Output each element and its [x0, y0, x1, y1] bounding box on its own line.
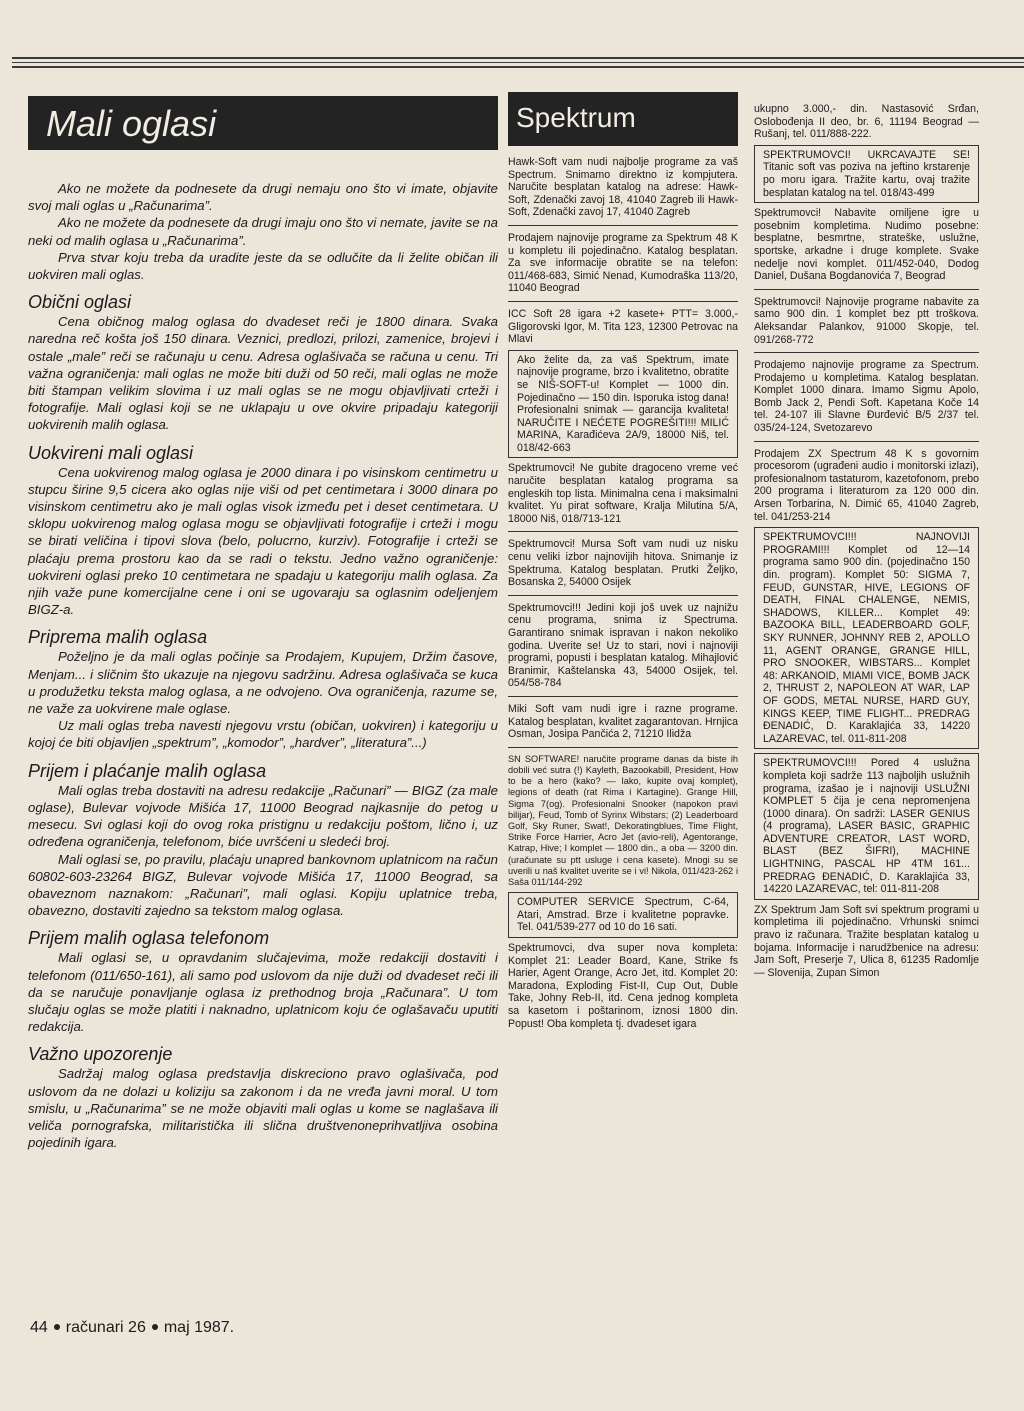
ad-divider: [508, 595, 738, 596]
section-paragraph: Cena uokvirenog malog oglasa je 2000 dinara i po visinskom centimetru u stupcu širine 9,5 cicera ako oglas nije viši od pet centimetara i 3000 dinara po visinskom centimetru ako je mali oglas visok između pet i deset centimetara. U sklopu uokvirenog malog oglasa mogu se objavljivati fotografije i crteži i mogu se birati veličina i tipovi slova (belo, polucrno, kurziv). Fotografije i crteži se plaćaju prema prostoru kao da se radi o tekstu. Jedno važno ograničenje: uokvireni oglasi preko 10 centimetara ne spadaju u kategoriju malih oglasa. Za njih važe pune komercijalne cene i oni se ugovaraju sa oglasnim odeljenjem BIGZ-a.: [28, 464, 498, 618]
classified-ad: Hawk-Soft vam nudi najbolje programe za vaš Spectrum. Snimamo direktno iz kompjutera. Naručite besplatan katalog na adrese: Hawk-Soft, Zdenački zavoj 18, 41040 Zagreb ili Hawk-Soft, Zdenački zavoj 17, 41040 Zagreb: [508, 156, 738, 219]
bullet-icon: [54, 1324, 60, 1330]
classified-ad: ZX Spektrum Jam Soft svi spektrum programi u kompletima ili pojedinačno. Vrhunski snimci pravo iz računara. Tražite besplatan katalog u bojama. Informacije i narudžbenice na adresu: Jam Soft, Preserje 7, Ulica 8, 61235 Radomlje — Slovenija, Zupan Simon: [754, 903, 979, 979]
classified-ad: Spektrumovci! Mursa Soft vam nudi uz nisku cenu veliki izbor najnovijih hitova. Snimanje iz Spektruma. Katalog besplatan. Prutki Željko, Bosanska 2, 54000 Osijek: [508, 538, 738, 589]
ad-divider: [508, 747, 738, 748]
classified-ad: Miki Soft vam nudi igre i razne programe. Katalog besplatan, kvalitet zagarantovan. Hrnjica Osman, Josipa Pančića 2, 71210 Ilidža: [508, 702, 738, 741]
classified-ad: SN SOFTWARE! naručite programe danas da biste ih dobili već sutra (!) Kayleth, Bazookabill, President, How to be a hero (kako? — lako, kupite ovaj komplet), legions of death (rat Rima i Kartagine). Grange Hill, Sigma 7(og). Profesionalni Snooker (napokon pravi bilijar), Feud, Tomb of Syrinx Wibstars; (2) Leaderboard Golf, Sky Runer, Swat!, Dekoratingblues, Time Flight, Strike Force Harrier, Acro Jet (avio-reli), Agentorange, Katrap, Hive; I komplet — 1800 din., a oba — 3200 din. (uračunate su ptt usluge i cena kasete). Mnogi su se uverili u naš kvalitet uverite se i vi! Nikola, 011/423-262 i Saša 011/144-292: [508, 753, 738, 887]
ad-divider: [508, 225, 738, 226]
article-section: [28, 442, 498, 619]
classified-ad: Spektrumovci! Ne gubite dragoceno vreme već naručite besplatan katalog programa sa engleskih top lista. Minimalna cena i maksimalni kvalitet. Yu pirat software, Kralja Milutina 5/A, 18000 Niš, 018/713-121: [508, 462, 738, 525]
section-paragraph: Cena običnog malog oglasa do dvadeset reči je 1800 dinara. Svaka naredna reč košta još 150 dinara. Veznici, predlozi, prilozi, zamenice, brojevi i ostale „male” reči se računaju u cenu. Adresa oglašivača se računa u cenu. Tri važna ograničenja: mali oglas ne može biti duži od 50 reči, mali oglas ne može biti štampan velikim slovima i uz mali oglas se ne mogu objavljivati crteži i fotografije. Mali oglasi koji se ne uklapaju u ove okvire pripadaju kategoriji uokvirenih malih oglasa.: [28, 314, 498, 433]
ad-divider: [508, 531, 738, 532]
mali-oglasi-banner: [28, 96, 498, 150]
section-heading: Prijem malih oglasa telefonom: [28, 928, 270, 949]
intro-paragraph: Prva stvar koju treba da uradite jeste da se odlučite da li želite običan ili uokviren mali oglas.: [28, 249, 498, 283]
intro-text: [28, 180, 498, 283]
page-number: 44: [30, 1319, 48, 1336]
classifieds-column: [754, 103, 979, 979]
classified-ad: ukupno 3.000,- din. Nastasović Srđan, Oslobođenja II deo, br. 6, 11194 Beograd — Rušanj, tel. 011/888-222.: [754, 103, 979, 141]
classified-ad: SPEKTRUMOVCI!!! Pored 4 uslužna kompleta koji sadrže 113 najboljih uslužnih programa, izašao je i najnoviji USLUŽNI KOMPLET 5 čija je cena nepromenjena (1000 dinara). On sadrži: LASER GENIUS (4 programa), LASER BASIC, GRAPHIC ADVENTURE CREATOR, LAST WORD, BLAST (BEZ ŠIFRI), MACHINE LIGHTNING, PASCAL HP 4TM 161... PREDRAG ĐENADIĆ, D. Karaklajića 33, 14220 LAZAREVAC, tel: 011-811-208: [763, 757, 970, 896]
article-section: [28, 291, 498, 433]
top-rule: [12, 66, 1024, 68]
classified-ad: SPEKTRUMOVCI! UKRCAVAJTE SE! Titanic soft vas poziva na jeftino krstarenje po moru igara. Tražite kartu, ovaj tražite besplatan katalog na tel. 018/43-499: [763, 148, 970, 199]
intro-paragraph: Ako ne možete da podnesete da drugi imaju ono što vi nemate, javite se na neki od malih oglasa u „Računarima”.: [28, 215, 498, 248]
top-rule: [12, 62, 1024, 63]
intro-paragraph: Ako ne možete da podnesete da drugi nemaju ono što vi imate, objavite svoj mali oglas u „Računarima”.: [28, 181, 498, 214]
classified-ad: SPEKTRUMOVCI!!! NAJNOVIJI PROGRAMI!!! Komplet od 12—14 programa samo 900 din. (pojedinačno 150 din. program). Komplet 50: SIGMA 7, FEUD, GUNSTAR, HIVE, LEGIONS OF DEATH, FINAL CHALENGE, NEMIS, SHADOWS, KILLER... Komplet 49: BAZOOKA BILL, LEADERBOARD GOLF, SKY RUNNER, JOHNNY REB 2, APOLLO 11, AGENT ORANGE, GRANGE HILL, PRO SNOOKER, WIBSTARS... Komplet 48: ARKANOID, MIAMI VICE, BOMB JACK 2, THRUST 2, NAPOLEON AT WAR, LAP OF GODS, METAL NURSE, HARD GUY, KINGS KEEP, TIME FLIGHT... PREDRAG ĐENADIĆ, D. Karaklajića 33, 14220 LAZAREVAC, tel. 011-811-208: [763, 531, 970, 745]
page-title: Mali oglasi: [46, 103, 217, 144]
section-paragraph: Sadržaj malog oglasa predstavlja diskreciono pravo oglašivača, pod uslovom da ne dolazi u koliziju sa zakonom i da ne vređa javni moral. U tom smislu, u „Računarima” se ne može objaviti mali oglas u kome se naglašava ili veliča pornografska, militaristička ili slična društvenoneprihvatljiva osobina pojedinih igara.: [28, 1066, 498, 1151]
classified-ad: Spektrumovci, dva super nova kompleta: Komplet 21: Leader Board, Kane, Strike fs Harier, Agent Orange, Acro Jet, itd. Komplet 20: Maradona, Exploding Fist-II, Cup Out, Duble Take, Johny Reb-II, itd. Cena jednog kompleta sa kasetom i poštarinom, iznosi 1800 din. Popust! Oba kompleta tj. dvadeset igara: [508, 941, 738, 1030]
top-rule: [12, 57, 1024, 59]
classified-ad: Spektrumovci! Najnovije programe nabavite za samo 900 din. 1 komplet bez ptt troškova. Aleksandar Palankov, 91000 Skopje, tel. 091/268-772: [754, 295, 979, 346]
classified-ad: Prodajemo najnovije programe za Spectrum. Prodajemo u kompletima. Katalog besplatan. Komplet 1000 dinara. Imamo Sigmu Apolo, Bomb Jack 2, Pendi Soft. Kapetana Koče 14 tel. 24-107 ili Slavne Đurđević B/5 2/37 tel. 035/24-124, Svetozarevo: [754, 359, 979, 435]
boxed-ad: [508, 892, 738, 938]
boxed-ad: [754, 145, 979, 203]
classified-ad: Prodajem ZX Spectrum 48 K s govornim procesorom (ugrađeni audio i monitorski izlazi), profesionalnom tastaturom, kazetofonom, prebo 200 programa i literaturom za 120 000 din. Arsen Torbarina, N. Dimić 65, 41040 Zagreb, tel. 041/253-214: [754, 447, 979, 523]
classified-ad: Ako želite da, za vaš Spektrum, imate najnovije programe, brzo i kvalitetno, obratite se NIŠ-SOFT-u! Komplet — 1000 din. Pojedinačno — 150 din. Isporuka istog dana! Profesionalni snimak — garancija kvaliteta! NARUČITE I NEĆETE POGREŠITI!!! MILIĆ MARINA, Karađićeva 2A/9, 18000 Niš, tel. 018/42-663: [517, 353, 729, 454]
section-title: Spektrum: [516, 102, 636, 133]
section-heading: Priprema malih oglasa: [28, 627, 208, 648]
ad-divider: [754, 352, 979, 353]
ad-divider: [508, 301, 738, 302]
article-section: [28, 927, 498, 1035]
section-heading: Važno upozorenje: [28, 1044, 173, 1065]
spektrum-column: [508, 92, 738, 1030]
section-paragraph: Mali oglasi se, u opravdanim slučajevima, može redakciji dostaviti i telefonom (011/650-161), ali samo pod uslovom da nije duži od dvadeset reči ili da se naručuje ponavljanje oglasa iz prethodnog broja „Računara”. U tom slučaju oglas se može platiti i naknadno, uplatnicom koju će oglašavaču uputiti redakcija.: [28, 950, 498, 1035]
boxed-ad: [754, 527, 979, 749]
boxed-ad: [508, 350, 738, 459]
issue-date: maj 1987.: [163, 1319, 235, 1336]
boxed-ad: [754, 753, 979, 900]
spektrum-banner: [508, 92, 738, 146]
classified-ad: COMPUTER SERVICE Spectrum, C-64, Atari, Amstrad. Brze i kvalitetne popravke. Tel. 041/539-277 od 10 do 16 sati.: [517, 896, 729, 934]
classified-ad: Spektrumovci!!! Jedini koji još uvek uz najnižu cenu programa, snima iz Spectruma. Garantirano snimak ispravan i nakon nekoliko godina. Uverite se! Uz to stari, novi i najnoviji programi, popusti i besplatan katalog. Mihajlović Branimir, Kaštelanska 43, 54000 Osijek, tel. 054/58-784: [508, 601, 738, 690]
magazine-issue: računari 26: [65, 1319, 146, 1336]
article-section: [28, 626, 498, 751]
section-heading: Prijem i plaćanje malih oglasa: [28, 760, 267, 781]
article-section: [28, 1043, 498, 1151]
section-paragraph: Mali oglasi se, po pravilu, plaćaju unapred bankovnom uplatnicom na račun 60802-603-23264 BIGZ, Bulevar vojvode Mišića 17, 11000 Beograd, sa obaveznom naznakom: „Računari”, mali oglasi. Kopiju uplatnice treba, obavezno, dostaviti zajedno sa tekstom malog oglasa.: [28, 851, 498, 919]
section-paragraph: Poželjno je da mali oglas počinje sa Prodajem, Kupujem, Držim časove, Menjam... i sličnim što ukazuje na njegovu sadržinu. Adresa oglašivača se kuca u produžetku teksta malog oglasa, a ne odvojeno. Ova ograničenja, razume se, ne važe za uokvirene male oglase.: [28, 649, 498, 717]
section-heading: Obični oglasi: [28, 292, 132, 313]
page-footer: [30, 1318, 234, 1338]
section-heading: Uokvireni mali oglasi: [28, 442, 194, 463]
classified-ad: ICC Soft 28 igara +2 kasete+ PTT= 3.000,- Gligorovski Igor, M. Tita 123, 12300 Petrovac na Mlavi: [508, 307, 738, 346]
section-paragraph: Mali oglas treba dostaviti na adresu redakcije „Računari” — BIGZ (za male oglase), Bulevar vojvode Mišića 17, 11000 Beograd najkasnije do petog u mesecu. Svi oglasi koji do ovog roka pristignu u redakciju poštom, lično i, uz određena ograničenja, telefonom, biće uvršćeni u sledeći broj.: [28, 782, 498, 850]
section-paragraph: Uz mali oglas treba navesti njegovu vrstu (običan, uokviren) i kategoriju u kojoj će biti objavljen „spektrum”, „komodor”, „hardver”, „literatura”...): [28, 718, 498, 751]
classified-ad: Spektrumovci! Nabavite omiljene igre u posebnim kompletima. Nudimo posebne: besplatne, besmrtne, strateške, uslužne, sportske, arkadne i druge komplete. Svake nedelje novi komplet. 011/452-040, Dodog Daniel, Dušana Bogdanovića 7, Beograd: [754, 207, 979, 283]
article-section: [28, 760, 498, 920]
classified-ad: Prodajem najnovije programe za Spektrum 48 K u kompletu ili pojedinačno. Katalog besplatan. Za sve informacije obratite se na telefon: 011/468-683, Simić Nenad, Kumodraška 113/20, 11040 Beograd: [508, 231, 738, 295]
ad-divider: [754, 441, 979, 442]
ad-divider: [754, 289, 979, 290]
mali-oglasi-column: [28, 96, 498, 1151]
ad-divider: [508, 696, 738, 697]
bullet-icon: [152, 1324, 158, 1330]
